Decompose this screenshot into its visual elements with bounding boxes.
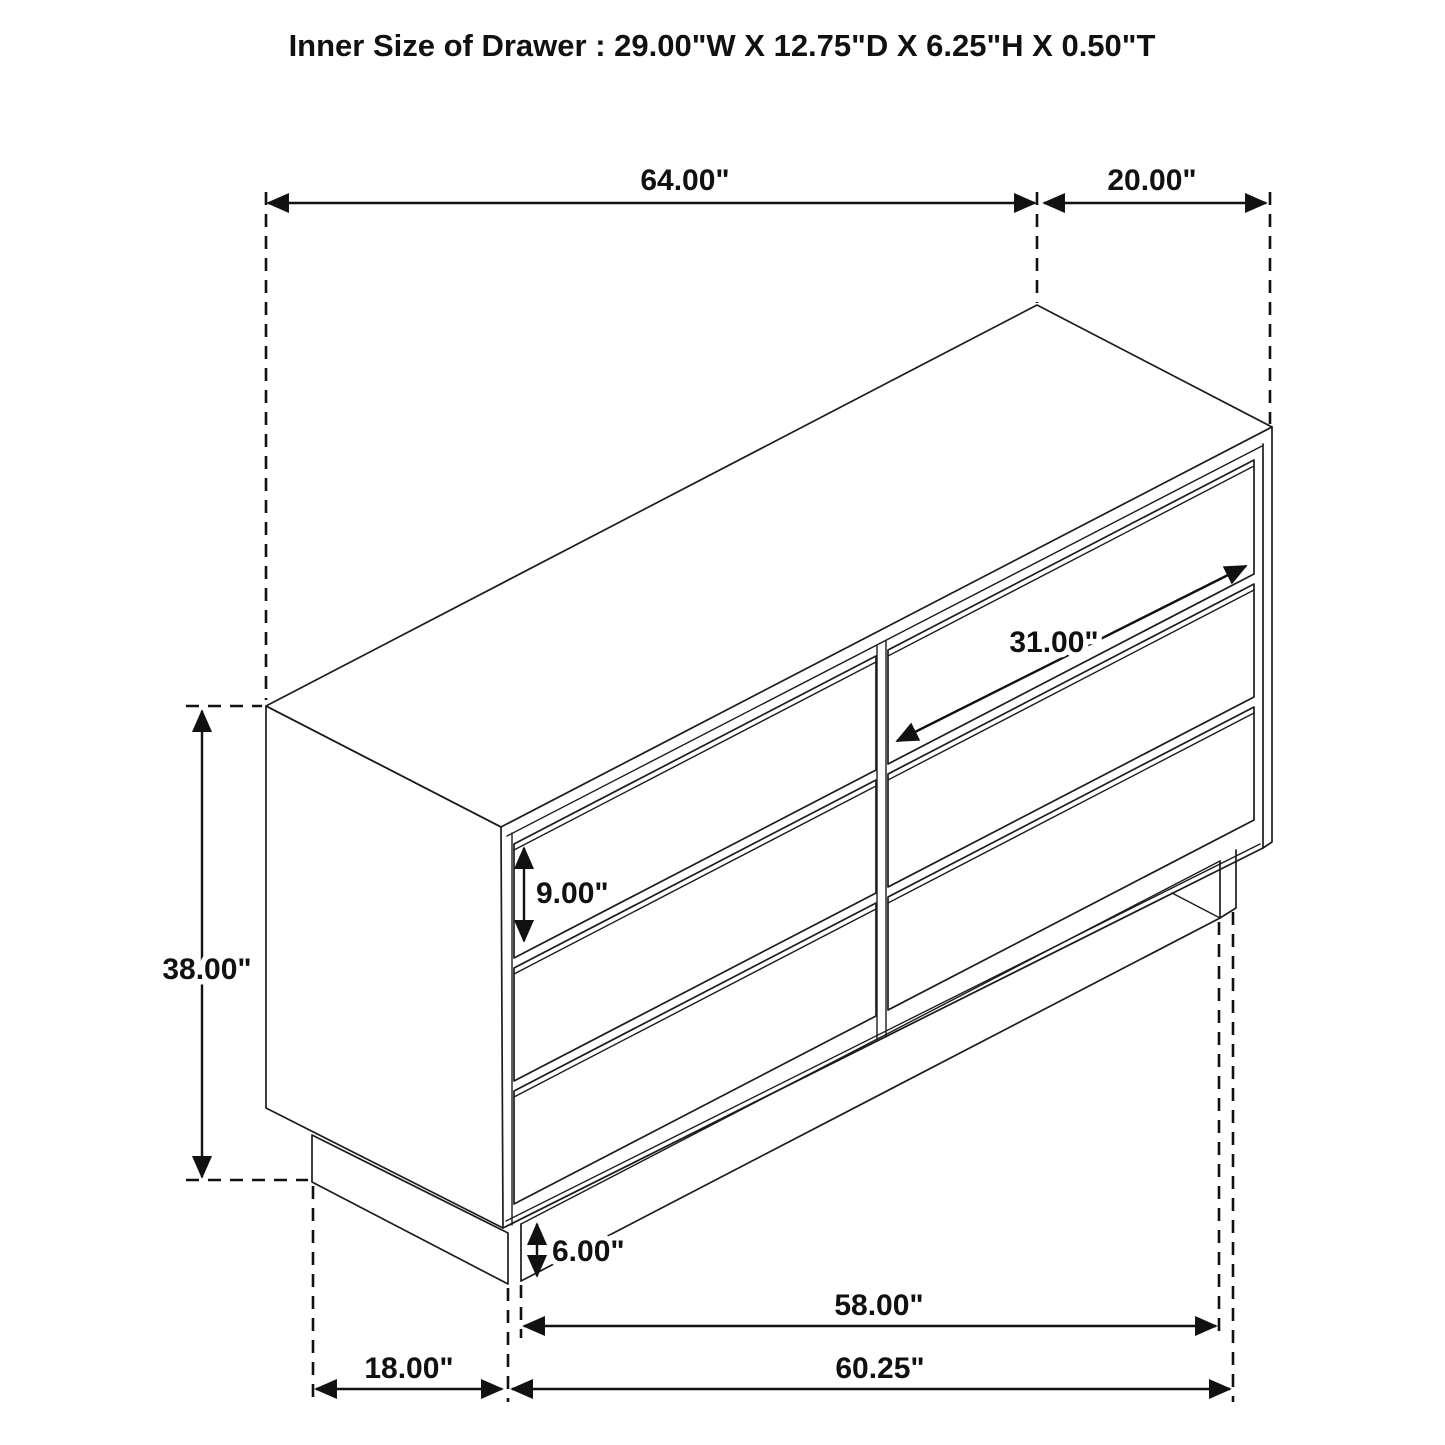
dim-label-drawer-height: 9.00" <box>536 877 609 910</box>
dresser-base <box>312 850 1236 1284</box>
front-bottom-reveal-line <box>506 844 1260 1221</box>
dim-label-top-width: 64.00" <box>640 164 730 197</box>
base-front-bottom-edge <box>521 918 1220 1281</box>
dim-label-lower-front-width: 60.25" <box>835 1352 925 1385</box>
center-stile <box>877 641 886 1041</box>
dim-label-drawer-width: 31.00" <box>1009 626 1099 659</box>
base-left-face <box>312 1135 508 1284</box>
dim-label-base-side-depth: 18.00" <box>364 1352 454 1385</box>
dim-label-top-depth: 20.00" <box>1107 164 1197 197</box>
dim-label-base-front-width: 58.00" <box>834 1289 924 1322</box>
dim-base-height <box>537 1224 625 1276</box>
extension-lines <box>186 192 1270 1404</box>
dim-top-depth <box>1044 164 1266 203</box>
base-right-bottom-receding-edge <box>1172 893 1220 918</box>
right-panel-edge <box>1263 427 1272 848</box>
drawer-left-top <box>514 656 876 958</box>
dresser-left-panel <box>266 706 503 1228</box>
drawer-face <box>514 656 876 958</box>
dim-lower-front-width <box>512 1352 1230 1389</box>
front-top-reveal-line <box>507 446 1262 836</box>
drawer-reveal-line <box>888 590 1254 780</box>
dim-base-side-depth <box>316 1352 502 1389</box>
dim-base-front-width <box>524 1289 1216 1326</box>
dim-drawer-height <box>524 848 609 941</box>
dim-drawer-width <box>897 566 1246 741</box>
dresser-drawing <box>266 305 1272 1284</box>
drawer-reveal-line <box>514 662 876 850</box>
dim-label-overall-height: 38.00" <box>162 953 252 986</box>
dim-top-width <box>268 164 1035 203</box>
dim-overall-height <box>162 711 251 1177</box>
dim-label-base-height: 6.00" <box>552 1235 625 1268</box>
dresser-top-face <box>266 305 1272 827</box>
page-title: Inner Size of Drawer : 29.00"W X 12.75"D X 6.25"H X 0.50"T <box>288 28 1156 63</box>
